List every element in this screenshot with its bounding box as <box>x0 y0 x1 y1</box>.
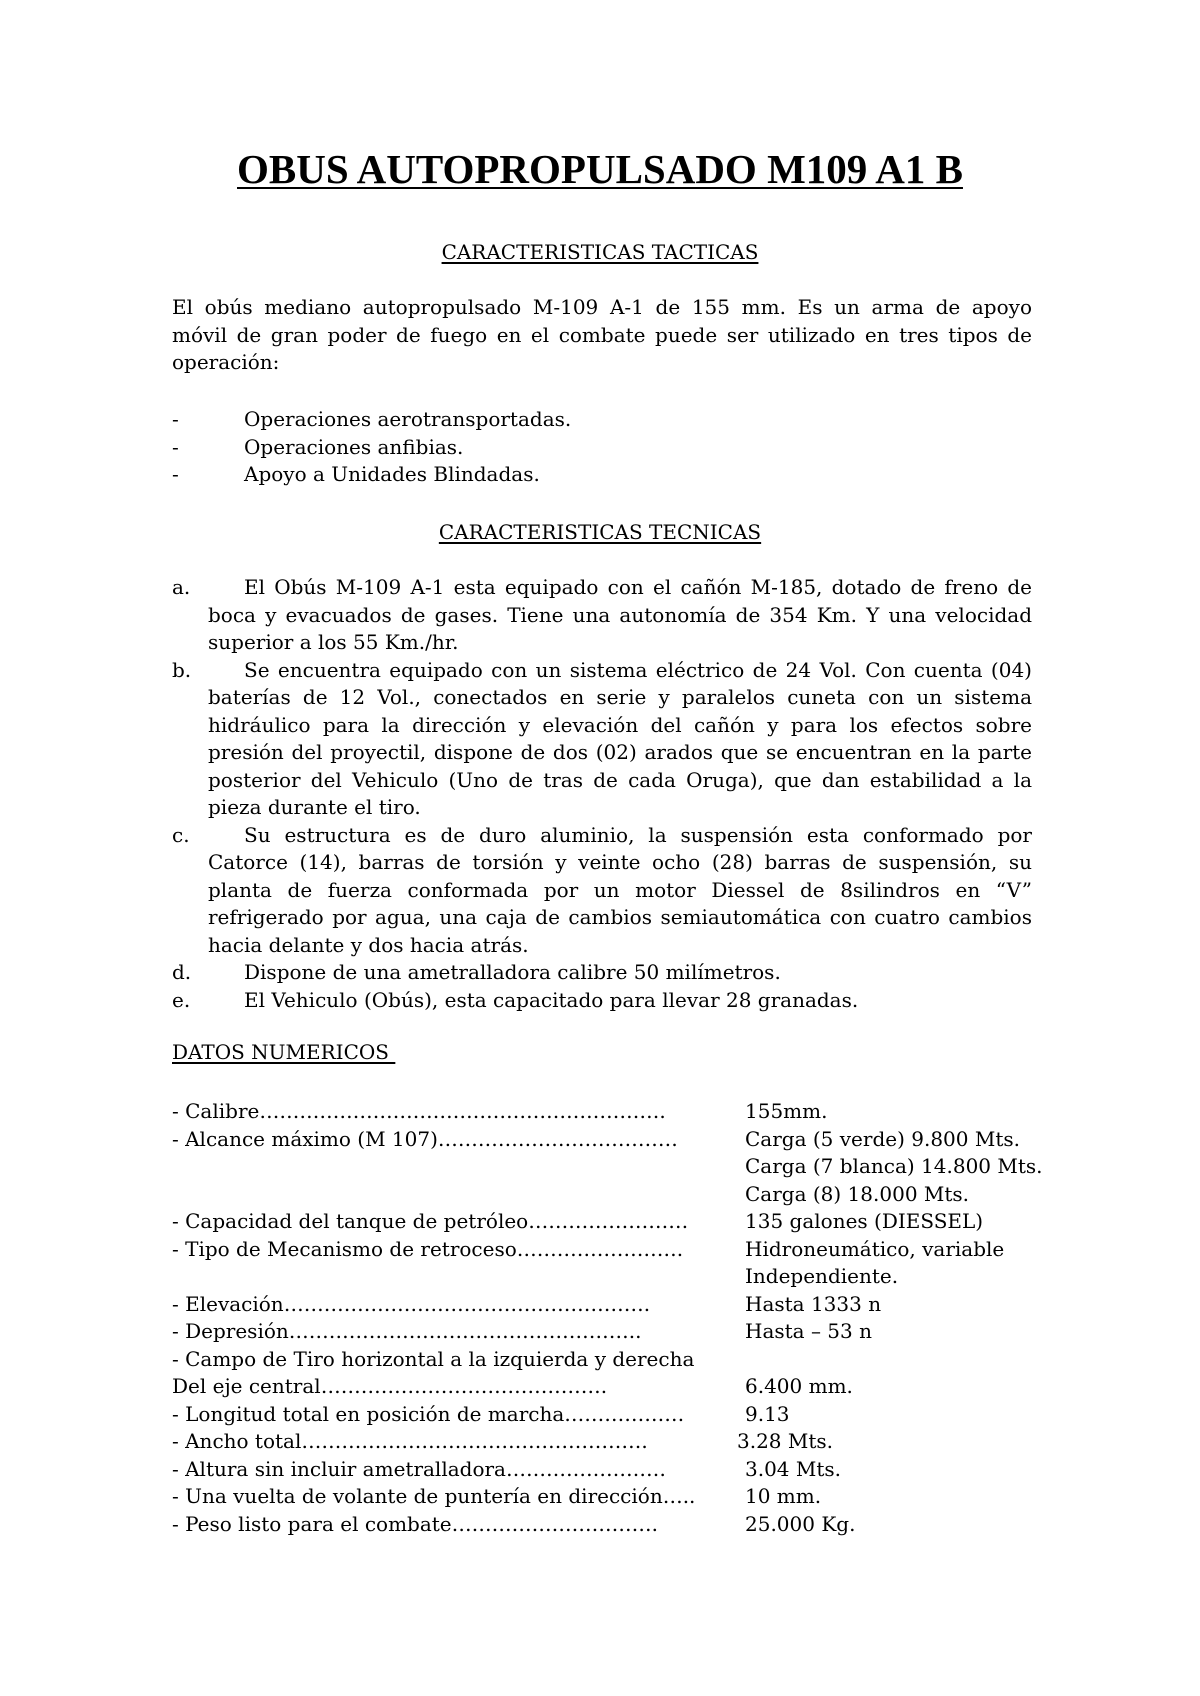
list-item: b. Se encuentra equipado con un sistema eléctrico de 24 Vol. Con cuenta (04) baterías de 12 Vol., conectados en serie y paralelos cuneta con un sistema hidráulico para la dirección y elevación del cañón y para los efectos sobre presión del proyectil, dispone de dos (02) arados que se encuentran en la parte posterior del Vehiculo (Uno de tras de cada Oruga), que dan estabilidad a la pieza durante el tiro. <box>172 657 1032 819</box>
table-row: - Campo de Tiro horizontal a la izquierda y derecha <box>172 1346 695 1371</box>
table-row: - Calibre……………………………………………………. 155mm. <box>172 1099 828 1123</box>
datos-table <box>172 1098 1072 1538</box>
list-item: c. Su estructura es de duro aluminio, la suspensión esta conformado por Catorce (14), barras de torsión y veinte ocho (28) barras de suspensión, su planta de fuerza conformada por un motor Diessel de 8silindros en “V” refrigerado por agua, una caja de cambios semiautomática con cuatro cambios hacia delante y dos hacia atrás. <box>172 822 1032 957</box>
table-row: Independiente. <box>745 1264 899 1288</box>
table-row: - Capacidad del tanque de petróleo…………………… 135 galones (DIESSEL) <box>172 1209 984 1233</box>
table-row: - Altura sin incluir ametralladora…………………… 3.04 Mts. <box>172 1456 842 1481</box>
table-row: - Longitud total en posición de marcha……………… 9.13 <box>172 1401 790 1426</box>
list-item: a. El Obús M-109 A-1 esta equipado con el cañón M-185, dotado de freno de boca y evacuados de gases. Tiene una autonomía de 354 Km. Y una velocidad superior a los 55 Km./hr. <box>172 575 1032 654</box>
document-page: OBUS AUTOPROPULSADO M109 A1 B CARACTERISTICAS TACTICAS El obús mediano autopropulsado M-109 A-1 de 155 mm. Es un arma de apoyo móvil de gran poder de fuego en el combate puede ser utilizado en tres tipos de operación: - Operaciones aerotransportadas. - Operaciones anfibias. - Apoyo a Unidades Blindadas. CARACTERISTICAS TECNICAS a. El Obús M-109 A-1 esta equipado con el cañón M-185, dotado de freno de boca y evacuados de gases. Tiene una autonomía de 354 Km. Y una velocidad superior a los 55 Km./hr. b. Se encuentra equipado con un sistema eléctrico de 24 Vol. Con cuenta (04) baterías de 12 Vol., conectados en serie y paralelos cuneta con un sistema hidráulico para la dirección y elevación del cañón y para los efectos sobre presión del proyectil, dispone de dos (02) arados que se encuentran en la parte posterior del Vehiculo (Uno de tras de cada Oruga), que dan estabilidad a la pieza durante el tiro. c. Su estructura es de duro aluminio, la suspensión esta conformado por Catorce (14), barras de torsión y veinte ocho (28) barras de suspensión, su planta de fuerza conformada por un motor Diessel de 8silindros en “V” refrigerado por agua, una caja de cambios semiautomática con cuatro cambios hacia delante y dos hacia atrás. d. Dispone de una ametralladora calibre 50 milímetros. e. El Vehiculo (Obús), esta capacitado para llevar 28 granadas. DATOS NUMERICOS - Calibre……………………………………………………. 155mm. - Alcance máximo (M 107)……………………………… Carga (5 verde) 9.800 Mts. Carga (7 blanca) 14.800 Mts. Carga (8) 18.000 Mts. - Capacidad del tanque de petróleo…………………… 135 galones (DIESSEL) - Tipo de Mecanismo de retroceso……………………. Hidroneumático, variable Independiente. - Elevación………………………………………………. Hasta 1333 n - Depresión…………………………………………….. Hasta – 53 n - Campo de Tiro horizontal a la izquierda y derecha Del eje central……………………………………. 6.400 mm. - Longitud total en posición de marcha……………… 9.13 - Ancho total……………………………………………. 3.28 Mts. - Altura sin incluir ametralladora…………………… 3.04 Mts. - Una vuelta de volante de puntería en dirección….. 10 mm. - Peso listo para el combate…………………………. 25.000 Kg. <box>0 0 1200 1696</box>
table-row: - Una vuelta de volante de puntería en dirección….. 10 mm. <box>172 1484 822 1508</box>
tecnicas-heading: CARACTERISTICAS TECNICAS <box>438 520 762 544</box>
table-row: - Alcance máximo (M 107)……………………………… Carga (5 verde) 9.800 Mts. <box>172 1126 1020 1151</box>
table-row: - Ancho total……………………………………………. 3.28 Mts. <box>172 1429 834 1453</box>
document-title: OBUS AUTOPROPULSADO M109 A1 B <box>237 146 963 192</box>
list-item: d. Dispone de una ametralladora calibre 50 milímetros. <box>172 960 781 984</box>
tecnicas-list <box>172 574 1032 1014</box>
tacticas-heading: CARACTERISTICAS TACTICAS <box>441 240 759 264</box>
table-row: - Peso listo para el combate…………………………. 25.000 Kg. <box>172 1511 856 1536</box>
table-row: - Depresión…………………………………………….. Hasta – 53 n <box>172 1319 872 1343</box>
table-row: Del eje central……………………………………. 6.400 mm. <box>172 1374 853 1398</box>
list-item: e. El Vehiculo (Obús), esta capacitado para llevar 28 granadas. <box>172 987 859 1012</box>
tacticas-intro: El obús mediano autopropulsado M-109 A-1 de 155 mm. Es un arma de apoyo móvil de gran poder de fuego en el combate puede ser utilizado en tres tipos de operación: <box>172 295 1032 374</box>
table-row: Carga (8) 18.000 Mts. <box>745 1181 970 1206</box>
table-row: - Tipo de Mecanismo de retroceso……………………. Hidroneumático, variable <box>172 1236 1005 1261</box>
datos-heading: DATOS NUMERICOS <box>172 1040 396 1064</box>
table-row: Carga (7 blanca) 14.800 Mts. <box>745 1154 1043 1178</box>
table-row: - Elevación………………………………………………. Hasta 1333 n <box>172 1291 882 1316</box>
